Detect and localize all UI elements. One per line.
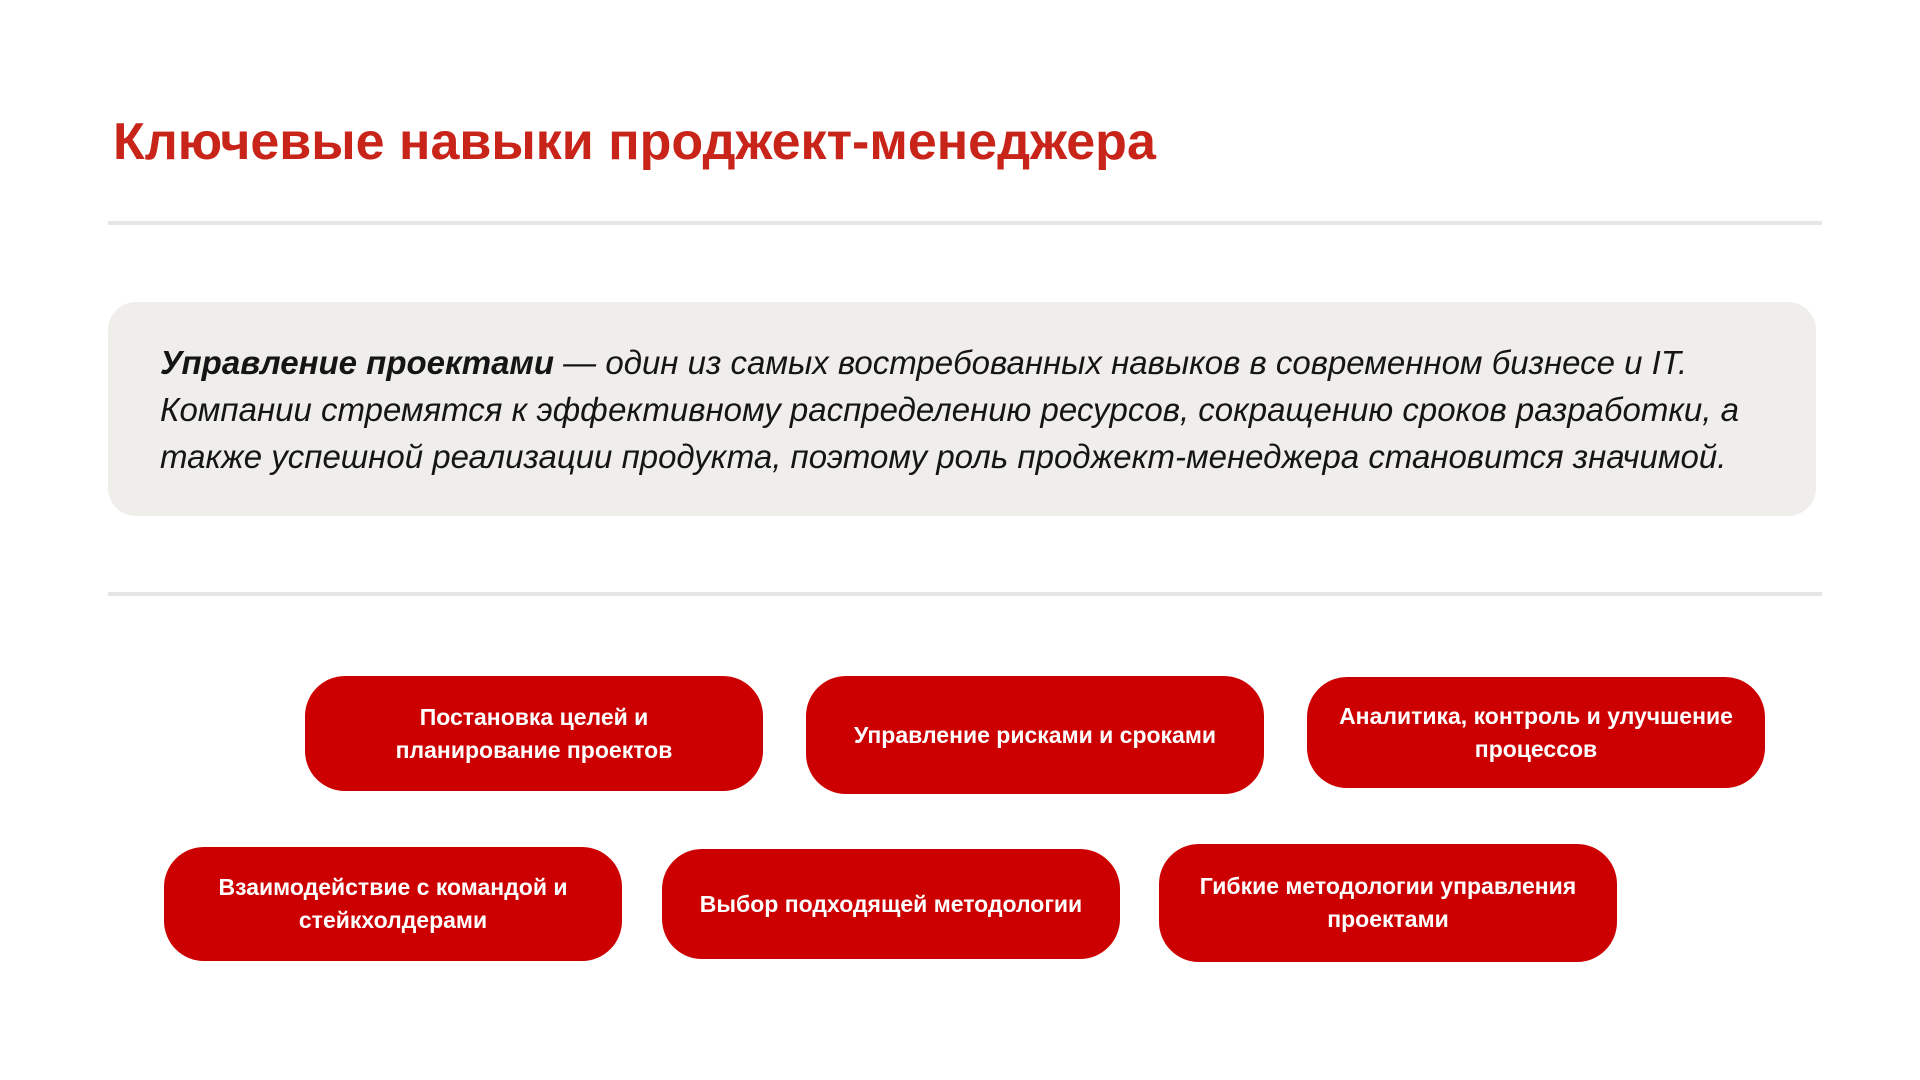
intro-body: — один из самых востребованных навыков в современном бизнесе и IT. Компании стремятся к эффективному распределению ресурсов, сокращению сроков разработки, а также успешной реализации продукта, поэтому роль проджект-менеджера становится значимой.: [160, 344, 1739, 475]
skill-label: Аналитика, контроль и улучшение процессов: [1339, 702, 1733, 762]
skill-label: Взаимодействие с командой и стейкхолдерами: [218, 874, 568, 933]
skill-label: Управление рисками и сроками: [853, 721, 1216, 748]
skill-label: Постановка целей и планирование проектов: [395, 703, 673, 763]
top-divider: [108, 221, 1822, 225]
skill-team-stakeholders[interactable]: [164, 847, 622, 961]
intro-box: [108, 302, 1816, 516]
skill-agile-methodologies[interactable]: [1159, 844, 1617, 962]
intro-text: [160, 339, 1766, 480]
skill-goals-planning[interactable]: [305, 676, 763, 791]
skill-analytics-control[interactable]: [1307, 677, 1765, 788]
slide-title: Ключевые навыки проджект-менеджера: [113, 113, 1156, 171]
skill-label: Выбор подходящей методологии: [699, 890, 1083, 917]
skill-methodology-choice[interactable]: [662, 849, 1120, 959]
skill-label: Гибкие методологии управления проектами: [1199, 873, 1577, 932]
skill-risks-deadlines[interactable]: [806, 676, 1264, 794]
intro-bold-lead: Управление проектами: [160, 344, 555, 381]
bottom-divider: [108, 592, 1822, 596]
